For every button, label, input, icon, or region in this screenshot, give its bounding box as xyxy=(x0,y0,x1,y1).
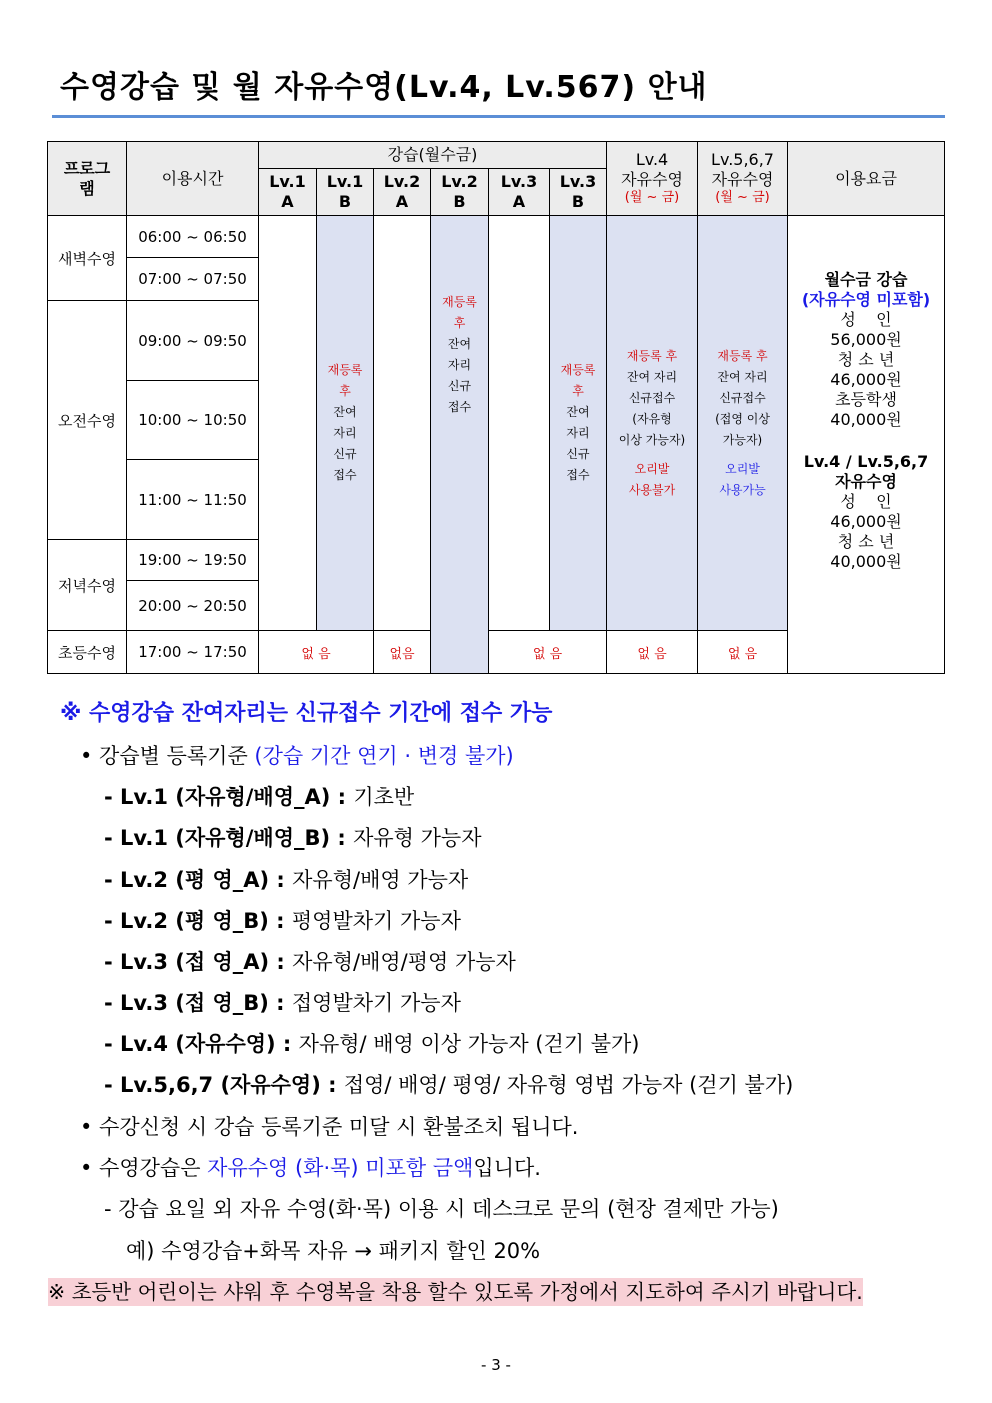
header-lv3b: Lv.3 B xyxy=(550,169,607,216)
bullet-registration: • 강습별 등록기준 (강습 기간 연기 · 변경 불가) xyxy=(80,744,514,768)
time-cell: 20:00 ~ 20:50 xyxy=(127,581,259,631)
lv3b-cell: 재등록 후 잔여 자리 신규 접수 xyxy=(550,216,607,631)
header-lv4: Lv.4 자유수영 (월 ~ 금) xyxy=(607,142,698,216)
header-lv3a: Lv.3 A xyxy=(489,169,550,216)
none-lv2a: 없음 xyxy=(374,631,431,674)
time-cell: 17:00 ~ 17:50 xyxy=(127,631,259,674)
notes-headline: ※ 수영강습 잔여자리는 신규접수 기간에 접수 가능 xyxy=(60,701,553,726)
level-item: - Lv.3 (접 영_B) : 접영발차기 가능자 xyxy=(104,991,461,1015)
none-lv567: 없 음 xyxy=(698,631,788,674)
page-title: 수영강습 및 월 자유수영(Lv.4, Lv.567) 안내 xyxy=(60,70,708,105)
header-lv1a: Lv.1 A xyxy=(259,169,317,216)
time-cell: 07:00 ~ 07:50 xyxy=(127,258,259,301)
schedule-table xyxy=(47,141,945,674)
level-item: - Lv.4 (자유수영) : 자유형/ 배영 이상 가능자 (걷기 불가) xyxy=(104,1032,640,1056)
program-morning: 오전수영 xyxy=(48,301,127,540)
program-evening: 저녁수영 xyxy=(48,540,127,631)
sub-inquiry: - 강습 요일 외 자유 수영(화·목) 이용 시 데스크로 문의 (현장 결제만 가능) xyxy=(104,1197,779,1221)
bullet-refund: • 수강신청 시 강습 등록기준 미달 시 환불조치 됩니다. xyxy=(80,1115,579,1139)
lv567-cell: 재등록 후 잔여 자리 신규접수 (접영 이상 가능자) 오리발 사용가능 xyxy=(698,216,788,631)
bullet-price-note: • 수영강습은 자유수영 (화·목) 미포함 금액입니다. xyxy=(80,1156,541,1180)
sub-example: 예) 수영강습+화목 자유 → 패키지 할인 20% xyxy=(126,1239,541,1263)
level-item: - Lv.5,6,7 (자유수영) : 접영/ 배영/ 평영/ 자유형 영법 가능자 (걷기 불가) xyxy=(104,1073,794,1097)
level-item: - Lv.3 (접 영_A) : 자유형/배영/평영 가능자 xyxy=(104,950,516,974)
lv2b-cell: 재등록 후 잔여 자리 신규 접수 xyxy=(431,216,489,674)
level-item: - Lv.2 (평 영_B) : 평영발차기 가능자 xyxy=(104,909,461,933)
none-lv1: 없 음 xyxy=(259,631,374,674)
time-cell: 09:00 ~ 09:50 xyxy=(127,301,259,381)
time-cell: 06:00 ~ 06:50 xyxy=(127,216,259,258)
header-program: 프로그 램 xyxy=(48,142,127,216)
none-lv3: 없 음 xyxy=(489,631,607,674)
level-item: - Lv.2 (평 영_A) : 자유형/배영 가능자 xyxy=(104,868,469,892)
header-lv1b: Lv.1 B xyxy=(317,169,374,216)
header-lv2b: Lv.2 B xyxy=(431,169,489,216)
time-cell: 19:00 ~ 19:50 xyxy=(127,540,259,581)
time-cell: 10:00 ~ 10:50 xyxy=(127,381,259,460)
lv3a-cell xyxy=(489,216,550,631)
header-lv567: Lv.5,6,7 자유수영 (월 ~ 금) xyxy=(698,142,788,216)
header-time: 이용시간 xyxy=(127,142,259,216)
fee-cell: 월수금 강습 (자유수영 미포함) 성 인 56,000원 청 소 년 46,000원 초등학생 40,000원 Lv.4 / Lv.5,6,7 자유수영 성 인 46,000원 청 소 년 40,000원 xyxy=(788,216,945,674)
lv2a-cell xyxy=(374,216,431,631)
page-number: - 3 - xyxy=(481,1356,511,1374)
none-lv4: 없 음 xyxy=(607,631,698,674)
lv1b-cell: 재등록 후 잔여 자리 신규 접수 xyxy=(317,216,374,631)
header-lv2a: Lv.2 A xyxy=(374,169,431,216)
header-fee: 이용요금 xyxy=(788,142,945,216)
level-item: - Lv.1 (자유형/배영_A) : 기초반 xyxy=(104,785,415,809)
level-item: - Lv.1 (자유형/배영_B) : 자유형 가능자 xyxy=(104,826,482,850)
time-cell: 11:00 ~ 11:50 xyxy=(127,460,259,540)
program-dawn: 새벽수영 xyxy=(48,216,127,301)
lv1a-cell xyxy=(259,216,317,631)
warning-note: ※ 초등반 어린이는 샤워 후 수영복을 착용 할수 있도록 가정에서 지도하여 주시기 바랍니다. xyxy=(48,1280,863,1304)
lv4-cell: 재등록 후 잔여 자리 신규접수 (자유형 이상 가능자) 오리발 사용불가 xyxy=(607,216,698,631)
header-lesson-group: 강습(월수금) xyxy=(259,142,607,169)
program-elementary: 초등수영 xyxy=(48,631,127,674)
title-underline xyxy=(52,115,945,118)
